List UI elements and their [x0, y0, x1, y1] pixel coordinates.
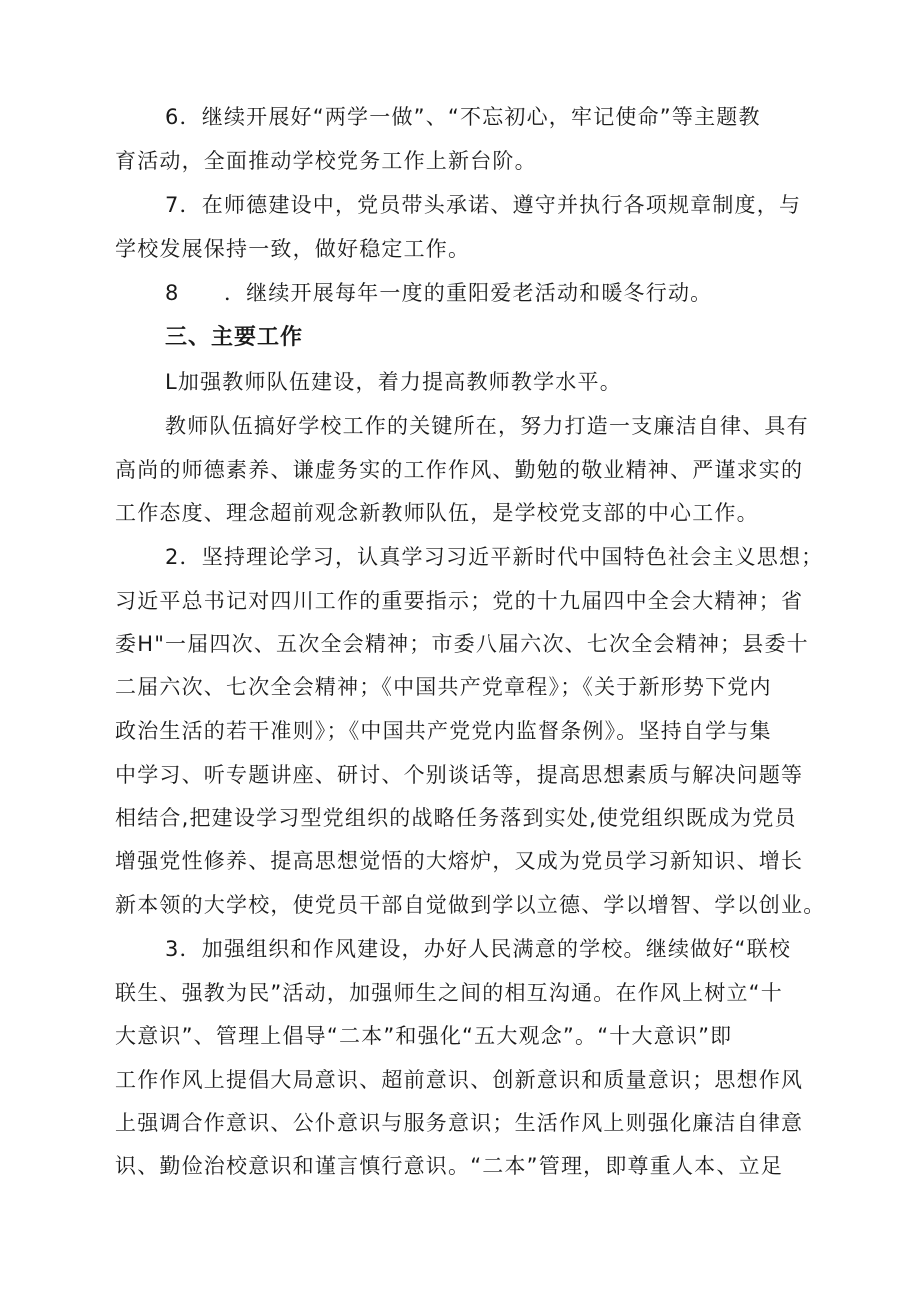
text-line: 识、勤俭治校意识和谨言慎行意识。“二本”管理，即尊重人本、立足	[115, 1154, 783, 1178]
text-line: 大意识”、管理上倡导“二本”和强化“五大观念”。“十大意识”即	[115, 1024, 733, 1048]
text-line: 政治生活的若干准则》；《中国共产党党内监督条例》。坚持自学与集	[115, 719, 772, 743]
text-line: 增强党性修养、提高思想觉悟的大熔炉，又成为党员学习新知识、增长	[115, 849, 804, 873]
text-line: 二届六次、七次全会精神；《中国共产党章程》；《关于新形势下党内	[115, 675, 772, 699]
text-line: 7．在师德建设中，党员带头承诺、遵守并执行各项规章制度，与	[165, 193, 802, 217]
text-line: 育活动，全面推动学校党务工作上新台阶。	[115, 149, 537, 173]
section-heading: 三、主要工作	[165, 325, 304, 350]
text-line: 习近平总书记对四川工作的重要指示；党的十九届四中全会大精神；省	[115, 589, 804, 613]
text-line: 6．继续开展好“两学一做”、“不忘初心，牢记使命”等主题教	[165, 105, 761, 129]
text-line: 上强调合作意识、公仆意识与服务意识；生活作风上则强化廉洁自律意	[115, 1111, 804, 1135]
text-line: 中学习、听专题讲座、研讨、个别谈话等，提高思想素质与解决问题等	[115, 763, 804, 787]
text-line: 学校发展保持一致，做好稳定工作。	[115, 237, 471, 261]
text-line: 新本领的大学校，使党员干部自觉做到学以立德、学以增智、学以创业。	[115, 893, 826, 917]
text-line: 3．加强组织和作风建设，办好人民满意的学校。继续做好“联校	[165, 937, 792, 961]
text-line: 教师队伍搞好学校工作的关键所在，努力打造一支廉洁自律、具有	[165, 414, 809, 438]
text-line: L加强教师队伍建设，着力提高教师教学水平。	[165, 370, 622, 394]
text-line: 相结合,把建设学习型党组织的战略任务落到实处,使党组织既成为党员	[115, 806, 797, 830]
text-line: 联生、强教为民”活动，加强师生之间的相互沟通。在作风上树立“十	[115, 981, 783, 1005]
text-line: 高尚的师德素养、谦虚务实的工作作风、勤勉的敬业精神、严谨求实的	[115, 458, 804, 482]
text-line: 8 ．继续开展每年一度的重阳爱老活动和暖冬行动。	[165, 281, 713, 305]
text-line: 委H"一届四次、五次全会精神；市委八届六次、七次全会精神；县委十	[115, 632, 809, 656]
text-line: 工作态度、理念超前观念新教师队伍，是学校党支部的中心工作。	[115, 501, 759, 525]
text-line: 2．坚持理论学习，认真学习习近平新时代中国特色社会主义思想；	[165, 545, 824, 569]
text-line: 工作作风上提倡大局意识、超前意识、创新意识和质量意识；思想作风	[115, 1068, 804, 1092]
